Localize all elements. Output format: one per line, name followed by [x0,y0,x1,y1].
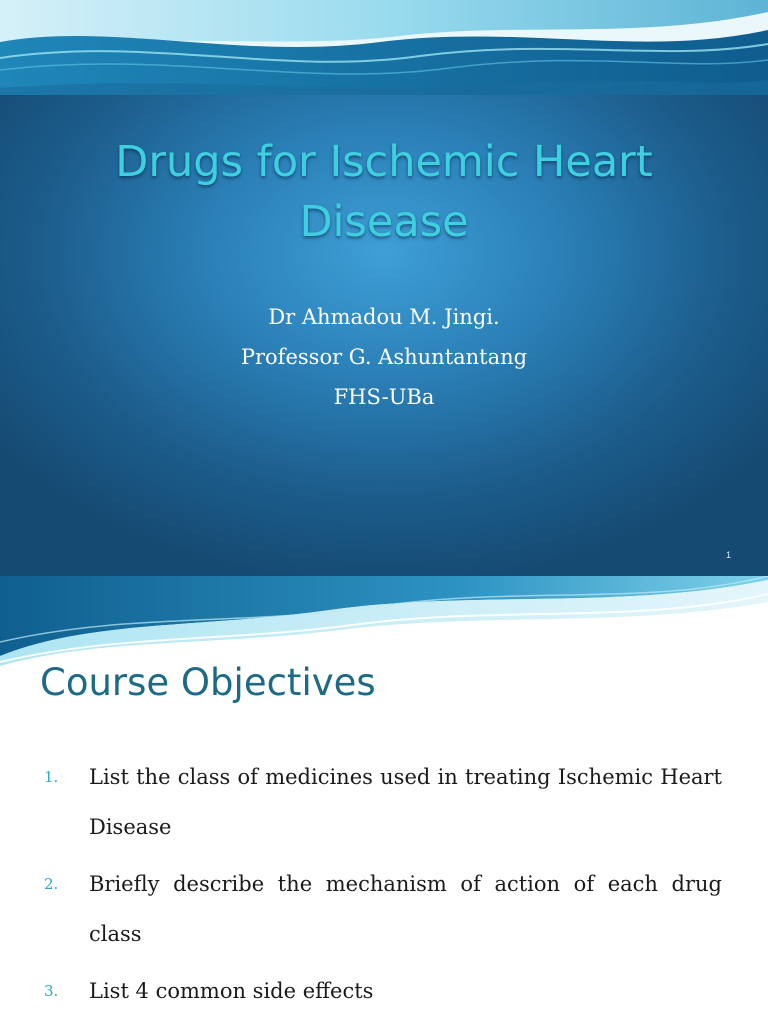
list-item-text: List the class of medicines used in treating Ischemic Heart Disease [89,765,722,839]
presentation-title: Drugs for Ischemic Heart Disease [115,137,653,247]
slide-number: 1 [725,550,731,560]
author-line: Professor G. Ashuntantang [240,345,528,369]
institution-line: FHS-UBa [333,385,435,409]
decorative-wave-banner [0,576,768,666]
list-item [0,966,768,1016]
list-number: 2. [44,875,59,893]
list-item-text: List 4 common side effects [89,979,374,1003]
section-title: Course Objectives [40,661,376,704]
list-item [0,752,768,852]
decorative-wave-banner [0,0,768,95]
author-line: Dr Ahmadou M. Jingi. [268,305,500,329]
author-block [100,297,668,417]
list-item-text: Briefly describe the mechanism of action of each drug class [89,872,722,946]
objectives-slide [0,576,768,1024]
list-number: 3. [44,982,59,1000]
list-number: 1. [44,768,59,786]
list-item [0,859,768,959]
objectives-list [0,752,768,1023]
